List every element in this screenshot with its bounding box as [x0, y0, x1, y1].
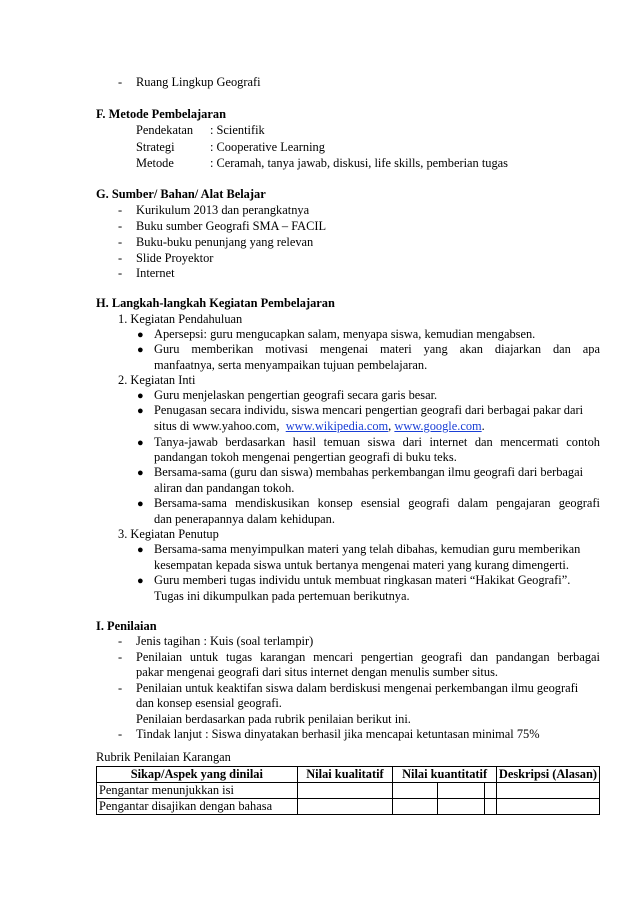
rubric-table: [96, 766, 600, 815]
section-f-title: F. Metode Pembelajaran: [96, 107, 226, 121]
bullet-icon: ●: [137, 544, 144, 556]
assessment-item: Penilaian untuk tugas karangan mencari pengertian geografi dan pandangan berbagai: [136, 650, 600, 664]
bullet-icon: ●: [137, 575, 144, 587]
sites-suffix: .: [481, 419, 485, 433]
section-i-title: I. Penilaian: [96, 619, 157, 633]
rubric-caption: Rubrik Penilaian Karangan: [96, 750, 231, 764]
activity-text: Bersama-sama menyimpulkan materi yang telah dibahas, kemudian guru memberikan: [154, 542, 581, 556]
dash-marker: -: [118, 75, 123, 89]
activity-text: Guru menjelaskan pengertian geografi secara garis besar.: [154, 388, 438, 402]
column-header: Nilai kualitatif: [297, 767, 393, 783]
activity-text: kesempatan kepada siswa untuk bertanya mengenai materi yang kurang dimengerti.: [154, 558, 569, 572]
column-header: Sikap/Aspek yang dinilai: [97, 767, 298, 783]
source-item: Buku sumber Geografi SMA – FACIL: [136, 219, 327, 233]
table-cell: [297, 799, 393, 815]
method-label: Metode: [136, 156, 174, 170]
table-cell: [393, 783, 437, 799]
activity-text: dan penerapannya dalam kehidupan.: [154, 512, 335, 526]
activity-text: Bersama-sama (guru dan siswa) membahas perkembangan ilmu geografi dari berbagai: [154, 465, 584, 479]
dash-marker: -: [118, 219, 123, 233]
activity-text: Guru memberi tugas individu untuk membuat ringkasan materi “Hakikat Geografi”.: [154, 573, 571, 587]
section-g-title: G. Sumber/ Bahan/ Alat Belajar: [96, 187, 266, 201]
section-h-title: H. Langkah-langkah Kegiatan Pembelajaran: [96, 296, 335, 310]
assessment-item: Tindak lanjut : Siswa dinyatakan berhasil jika mencapai ketuntasan minimal 75%: [136, 727, 540, 741]
bullet-icon: ●: [137, 498, 144, 510]
activity-text: Penugasan secara individu, siswa mencari pengertian geografi dari berbagai pakar dari: [154, 403, 584, 417]
activity-text: Guru memberikan motivasi mengenai materi yang akan diajarkan dan apa: [154, 342, 600, 356]
source-item: Slide Proyektor: [136, 251, 214, 265]
method-label: Pendekatan: [136, 123, 194, 137]
table-cell: [484, 783, 496, 799]
link-separator: ,: [388, 419, 392, 433]
dash-marker: -: [118, 266, 123, 280]
table-cell: [393, 799, 437, 815]
step-label: 3. Kegiatan Penutup: [118, 527, 219, 541]
activity-text: pandangan tokoh mengenai pengertian geografi di buku teks.: [154, 450, 457, 464]
bullet-icon: ●: [137, 390, 144, 402]
dash-marker: -: [118, 203, 123, 217]
table-cell: Pengantar disajikan dengan bahasa: [97, 799, 298, 815]
table-cell: Pengantar menunjukkan isi: [97, 783, 298, 799]
method-label: Strategi: [136, 140, 175, 154]
dash-marker: -: [118, 235, 123, 249]
bullet-icon: ●: [137, 344, 144, 356]
source-item: Buku-buku penunjang yang relevan: [136, 235, 314, 249]
activity-text: Tanya-jawab berdasarkan hasil temuan siswa dari internet dan mencermati contoh: [154, 435, 600, 449]
table-header-row: [97, 767, 600, 783]
intro-item: Ruang Lingkup Geografi: [136, 75, 261, 89]
activity-text: aliran dan pandangan tokoh.: [154, 481, 295, 495]
assessment-item: Penilaian untuk keaktifan siswa dalam berdiskusi mengenai perkembangan ilmu geografi: [136, 681, 579, 695]
google-link[interactable]: www.google.com: [394, 419, 482, 433]
step-label: 1. Kegiatan Pendahuluan: [118, 312, 243, 326]
sites-prefix: situs di www.yahoo.com,: [154, 419, 280, 433]
activity-text-sites: [154, 419, 485, 434]
method-value: : Ceramah, tanya jawab, diskusi, life skills, pemberian tugas: [210, 156, 508, 170]
table-row: [97, 799, 600, 815]
bullet-icon: ●: [137, 405, 144, 417]
dash-marker: -: [118, 650, 123, 664]
assessment-item: Penilaian berdasarkan pada rubrik penilaian berikut ini.: [136, 712, 411, 726]
column-header: Nilai kuantitatif: [393, 767, 497, 783]
source-item: Internet: [136, 266, 175, 280]
bullet-icon: ●: [137, 437, 144, 449]
activity-text: Tugas ini dikumpulkan pada pertemuan berikutnya.: [154, 589, 410, 603]
table-row: [97, 783, 600, 799]
table-cell: [496, 783, 599, 799]
column-header: Deskripsi (Alasan): [496, 767, 599, 783]
activity-text: Bersama-sama mendiskusikan konsep esensial geografi dalam pengajaran geografi: [154, 496, 600, 510]
source-item: Kurikulum 2013 dan perangkatnya: [136, 203, 310, 217]
assessment-item: pakar mengenai geografi dari situs internet dengan menulis sumber situs.: [136, 665, 498, 679]
wikipedia-link[interactable]: www.wikipedia.com: [285, 419, 389, 433]
table-cell: [484, 799, 496, 815]
table-cell: [496, 799, 599, 815]
bullet-icon: ●: [137, 467, 144, 479]
assessment-item: dan konsep esensial geografi.: [136, 696, 282, 710]
table-cell: [297, 783, 393, 799]
method-value: : Cooperative Learning: [210, 140, 325, 154]
dash-marker: -: [118, 681, 123, 695]
dash-marker: -: [118, 251, 123, 265]
method-value: : Scientifik: [210, 123, 265, 137]
dash-marker: -: [118, 634, 123, 648]
assessment-item: Jenis tagihan : Kuis (soal terlampir): [136, 634, 314, 648]
table-cell: [437, 783, 484, 799]
dash-marker: -: [118, 727, 123, 741]
bullet-icon: ●: [137, 329, 144, 341]
step-label: 2. Kegiatan Inti: [118, 373, 196, 387]
activity-text: Apersepsi: guru mengucapkan salam, menyapa siswa, kemudian mengabsen.: [154, 327, 536, 341]
activity-text: manfaatnya, serta menyampaikan tujuan pembelajaran.: [154, 358, 428, 372]
table-cell: [437, 799, 484, 815]
